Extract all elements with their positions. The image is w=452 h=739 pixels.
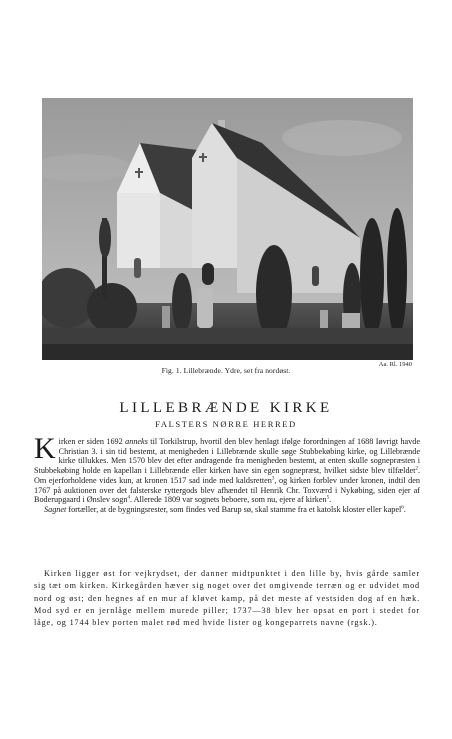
page-subtitle: FALSTERS NØRRE HERRED: [155, 419, 297, 429]
church-photograph: [42, 98, 413, 360]
text-run: .: [403, 504, 406, 514]
text-run: . Allerede 1809 var sognets beboere, som nu, ejere af kirken: [129, 495, 327, 505]
drop-cap: K: [34, 432, 56, 465]
paragraph-location: Kirken ligger øst for vejkrydset, der danner midtpunktet i den lille by, hvis gårde samler sig tæt om kirken. Kirkegården hæver sig noget over det omgivende terræn og er udvidet mod nord og øst; den hegnes af en mur af kløvet kamp, på det meste af vestsiden dog af en hæk. Mod syd er en jernlåge mellem murede piller; 1737—38 blev her opsat en port i stedet for låge, og 1744 blev porten malet rød med hvide lister og kongeparrets navne (rgsk.).: [34, 569, 420, 628]
footnote-ref[interactable]: 6: [401, 505, 404, 511]
text-run: til Torkilstrup, hvortil den blev henlagt ifølge forordningen af 1688 Iøvrigt havde Christian 3. i sin tid bestemt, at menigheden i Lillebrænde skulle søge Stubbekøbing kirke, og Lillebrænde kirke tillukkes. Men 1570 blev det efter andragende fra menigheden bestemt, at enten skulle sognepræsten i Stubbekøbing holde en kapellan i Lillebrænde eller kirken have sin egen sognepræst, hvilket sidste blev tilfældet: [34, 437, 421, 476]
body-text: [34, 432, 421, 515]
text-run: , og kirken forblev under kronen, indtil den 1767 på auktionen over det falsterske ryttergods blev afhændet til Henrik Chr. Toxværd i Nykøbing, siden ejer af Boderupgaard i Ønslev sogn: [34, 475, 421, 505]
footnote-ref[interactable]: 2: [415, 466, 418, 472]
photo-credit: Aa. Rl. 1940: [378, 361, 412, 368]
figure-caption: Fig. 1. Lillebrænde. Ydre, set fra nordøst.: [161, 366, 291, 375]
text-run: irken er siden 1692: [58, 437, 126, 446]
footnote-ref[interactable]: 5: [326, 495, 330, 501]
footnote-ref[interactable]: 4: [127, 495, 130, 501]
text-run: . Om ejerforholdene vides kun, at kronen 1517 sad inde med kaldsretten: [34, 466, 420, 485]
paragraph-legend: [34, 505, 420, 515]
text-run: .: [329, 495, 332, 505]
page-title: LILLEBRÆNDE KIRKE: [119, 400, 333, 416]
paragraph-history: [34, 432, 421, 505]
footnote-ref[interactable]: 3: [271, 476, 275, 482]
text-italic: anneks: [125, 437, 148, 446]
text-run: fortæller, at de bygningsrester, som findes ved Barup sø, skal stamme fra et katolsk kloster eller kapel: [66, 504, 402, 514]
text-italic: Sagnet: [44, 504, 67, 514]
